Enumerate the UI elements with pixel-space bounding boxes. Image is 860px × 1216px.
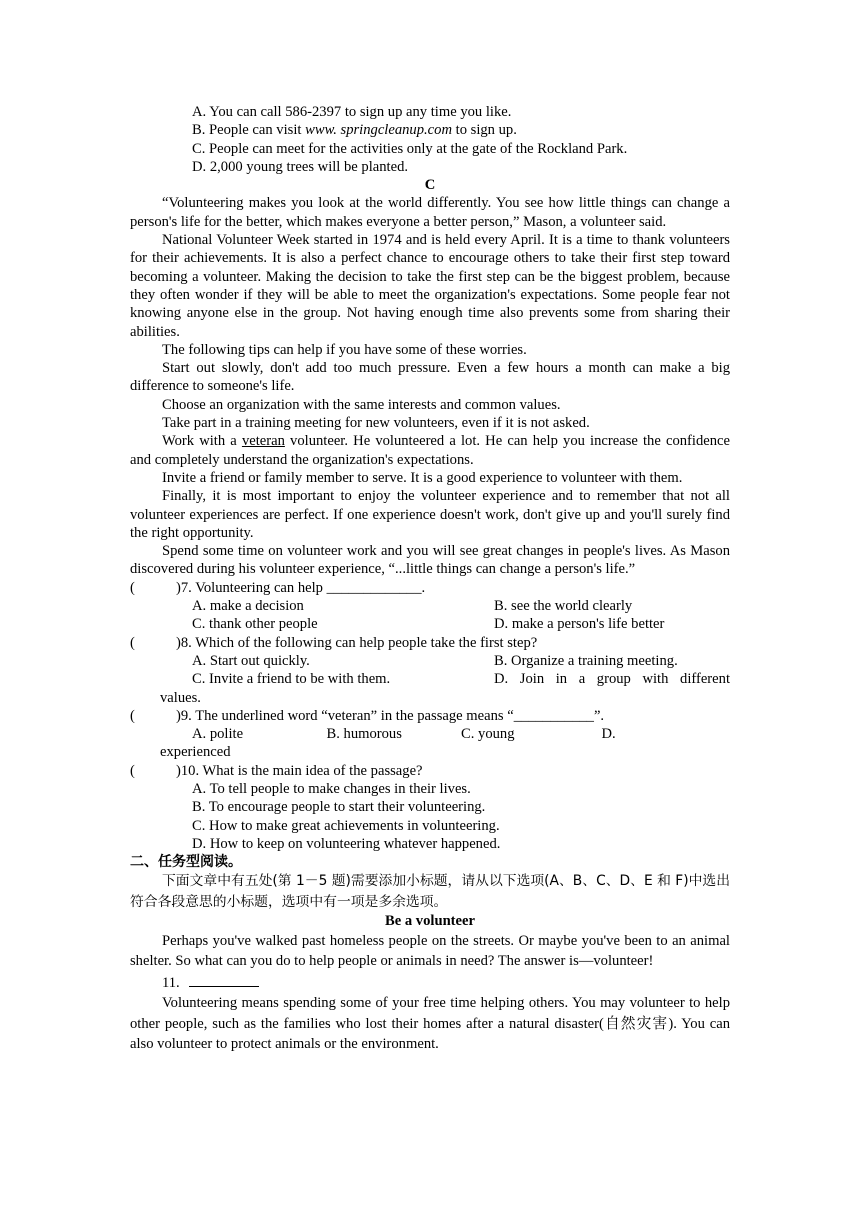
question-11-blank[interactable] [189,972,259,987]
passage-c-heading: C [424,177,436,194]
option-c: C. Invite a friend to be with them. [192,671,391,688]
question-8-options [130,670,730,688]
question-10 [130,762,730,780]
paragraph: Invite a friend or family member to serve. It is a good experience to volunteer with them. [162,469,683,486]
option-c: C. How to make great achievements in volunteering. [192,817,500,834]
paragraph: National Volunteer Week started in 1974 and is held every April. It is a time to thank volunteers for their achievements. It is also a perfect chance to encourage others to take their first step toward becoming a volunteer. Making the decision to take the first step can be the biggest problem, because they often wonder if they will be able to meet the organization's expectations. Some people fear not knowing anyone else in the group. Not having enough time also prevents some from sharing their abilities. [130,232,730,340]
option-d-continued: experienced [160,744,231,761]
question-9-options [130,725,730,743]
section-2-title: 二、任务型阅读。 [130,854,242,871]
answer-bracket[interactable]: ( [130,634,135,651]
question-10-stem: )10. What is the main idea of the passage? [176,762,423,779]
question-9-stem: )9. The underlined word “veteran” in the passage means “ [176,707,514,724]
underlined-word-veteran: veteran [241,433,285,450]
paragraph: Volunteering means spending some of your free time helping others. You may volunteer to help other people, such as the families who lost their homes after a natural disaster(自然灾害). You can also volunteer to protect animals or the environment. [130,995,730,1053]
veteran-after: volunteer. He volunteered a lot. He can help you increase the confidence and completely understand the organization's expectations. [130,433,730,468]
option-a: A. Start out quickly. [192,652,310,669]
question-9 [130,707,730,725]
answer-bracket[interactable]: ( [130,579,135,596]
option-b: B. see the world clearly [494,598,633,615]
veteran-paragraph [130,432,730,469]
option-c: C. young [461,726,515,743]
veteran-before: Work with a [162,433,237,450]
option-d-continued: values. [160,689,201,706]
answer-bracket[interactable]: ( [130,707,135,724]
option-a: A. make a decision [192,598,304,615]
option-d: D. make a person's life better [494,616,665,633]
option-b-url: www. springcleanup.com [305,122,452,139]
page-content [130,103,730,1055]
option-d: D. 2,000 young trees will be planted. [192,158,409,175]
paragraph: Start out slowly, don't add too much pressure. Even a few hours a month can make a big difference to someone's life. [130,360,730,395]
paragraph: Choose an organization with the same interests and common values. [162,396,561,413]
option-d: D. Join in a group with different [494,671,730,688]
question-9-blank: ___________ [513,707,594,724]
question-8-options [130,652,730,670]
option-c: C. People can meet for the activities only at the gate of the Rockland Park. [192,140,628,157]
option-b: B. To encourage people to start their volunteering. [192,799,486,816]
question-8 [130,634,730,652]
option-b-text-end: to sign up. [455,122,517,139]
option-a: A. polite [192,726,244,743]
paragraph: The following tips can help if you have some of these worries. [162,341,527,358]
option-b-text: B. People can visit [192,122,302,139]
question-7-options [130,615,730,633]
option-b [130,121,730,139]
question-7-blank: _____________ [326,579,422,596]
paragraph: Perhaps you've walked past homeless people on the streets. Or maybe you've been to an animal shelter. So what can you do to help people or animals in need? The answer is—volunteer! [130,932,730,970]
option-b: B. Organize a training meeting. [494,652,678,669]
passage-title: Be a volunteer [385,913,475,930]
question-7-options [130,597,730,615]
question-11-number: 11. [162,974,180,991]
paragraph: “Volunteering makes you look at the world differently. You see how little things can change a person's life for the better, which makes everyone a better person,” Mason, a volunteer said. [130,195,730,230]
question-8-stem: )8. Which of the following can help people take the first step? [176,634,538,651]
option-a: A. You can call 586-2397 to sign up any time you like. [192,104,512,120]
question-7 [130,579,730,597]
option-d: D. [601,726,616,743]
question-7-stem: )7. Volunteering can help [176,579,323,596]
question-7-end: . [421,579,426,596]
paragraph: Spend some time on volunteer work and you will see great changes in people's lives. As Mason discovered during his volunteer experience, “...little things can change a person's life.” [130,543,730,578]
option-c: C. thank other people [192,616,318,633]
section-2-instruction: 下面文章中有五处(第 1－5 题)需要添加小标题，请从以下选项(A、B、C、D、E 和 F)中选出符合各段意思的小标题，选项中有一项是多余选项。 [130,873,730,910]
option-d: D. How to keep on volunteering whatever happened. [192,835,501,852]
answer-bracket[interactable]: ( [130,762,135,779]
option-b: B. humorous [326,726,402,743]
paragraph: Take part in a training meeting for new volunteers, even if it is not asked. [162,415,590,432]
option-a: A. To tell people to make changes in their lives. [192,780,471,797]
question-9-end: ”. [593,707,605,724]
question-11 [130,972,730,994]
paragraph: Finally, it is most important to enjoy the volunteer experience and to remember that not all volunteer experiences are perfect. If one experience doesn't work, don't give up and you'll surely find the right opportunity. [130,488,730,541]
